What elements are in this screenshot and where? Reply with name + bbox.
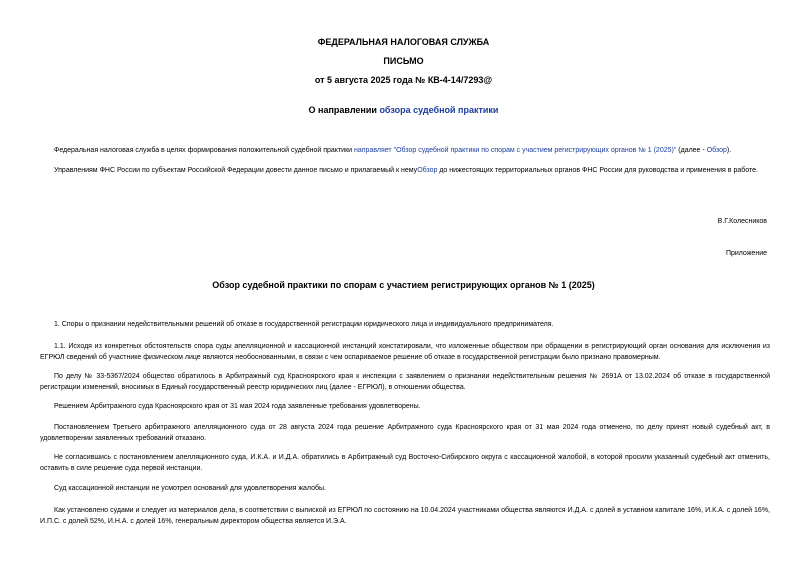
review-paragraph: Постановлением Третьего арбитражного апелляционного суда от 28 августа 2024 года решение Арбитражного суда Красноярского края от 31 мая 2024 года отменено, по делу принят новый судебный акт, в удовлетворении заявленных требований отказано. bbox=[40, 424, 770, 442]
intro-p1-link[interactable]: направляет "Обзор судебной практики по спорам с участием регистрирующих органов № 1 (2025)" bbox=[354, 147, 677, 154]
intro-p2-text-a: Управлениям ФНС России по субъектам Российской Федерации довести данное письмо и прилагаемый к нему bbox=[54, 167, 418, 174]
intro-p1-text-b: (далее - bbox=[676, 147, 707, 154]
intro-p2-text-b: до нижестоящих территориальных органов ФНС России для руководства и применения в работе. bbox=[437, 167, 758, 174]
review-paragraph: Решением Арбитражного суда Красноярского края от 31 мая 2024 года заявленные требования удовлетворены. bbox=[54, 403, 421, 410]
intro-paragraph-1 bbox=[40, 146, 770, 157]
review-paragraph: По делу № 33-5367/2024 общество обратилось в Арбитражный суд Красноярского края к инспекции с заявлением о признании недействительным решения № 2691А от 13.02.2024 об отказе в государственной регистрации изменений, вносимых в Единый государственный реестр юридических лиц (далее - ЕГРЮЛ), в отношении общества. bbox=[40, 373, 770, 391]
review-paragraph: 1. Споры о признании недействительными решений об отказе в государственной регистрации юридического лица и индивидуального предпринимателя. bbox=[54, 321, 554, 328]
subject-link[interactable]: обзора судебной практики bbox=[379, 105, 499, 115]
document-subject bbox=[0, 105, 807, 115]
review-paragraph: Суд кассационной инстанции не усмотрел оснований для удовлетворения жалобы. bbox=[54, 485, 326, 492]
signature: В.Г.Колесников bbox=[717, 218, 767, 225]
intro-paragraph-2 bbox=[40, 166, 770, 177]
document-date-number: от 5 августа 2025 года № КВ-4-14/7293@ bbox=[314, 75, 493, 85]
review-paragraph: Как установлено судами и следует из материалов дела, в соответствии с выпиской из ЕГРЮЛ по состоянию на 10.04.2024 участниками общества являются И.Д.А. с долей в уставном капитале 16%, И.К.А. с долей 16%, И.П.С. с долей 52%, И.Н.А. с долей 16%, генеральным директором общества является И.Э.А. bbox=[40, 507, 770, 525]
appendix-label: Приложение bbox=[725, 250, 767, 257]
subject-prefix: О направлении bbox=[308, 105, 380, 115]
intro-p2-link[interactable]: Обзор bbox=[417, 167, 438, 174]
review-paragraph: 1.1. Исходя из конкретных обстоятельств спора суды апелляционной и кассационной инстанций констатировали, что изложенные обществом при обращении в регистрирующий орган основания для исключения из ЕГРЮЛ сведений об участнике физическом лице являются необоснованными, в связи с чем оспариваемое решение об отказе в государственной регистрации было признано правомерным. bbox=[40, 343, 770, 361]
intro-p1-link-review[interactable]: Обзор bbox=[706, 147, 727, 154]
review-paragraph: Не согласившись с постановлением апелляционного суда, И.К.А. и И.Д.А. обратились в Арбитражный суд Восточно-Сибирского округа с кассационной жалобой, в которой просили указанный судебный акт отменить, оставить в силе решение суда первой инстанции. bbox=[40, 454, 770, 472]
intro-p1-text-a: Федеральная налоговая служба в целях формирования положительной судебной практики bbox=[54, 147, 354, 154]
intro-p1-text-c: ). bbox=[726, 147, 732, 154]
review-title: Обзор судебной практики по спорам с участием регистрирующих органов № 1 (2025) bbox=[212, 280, 595, 290]
document-type: ПИСЬМО bbox=[383, 56, 424, 66]
agency-name: ФЕДЕРАЛЬНАЯ НАЛОГОВАЯ СЛУЖБА bbox=[317, 37, 490, 47]
